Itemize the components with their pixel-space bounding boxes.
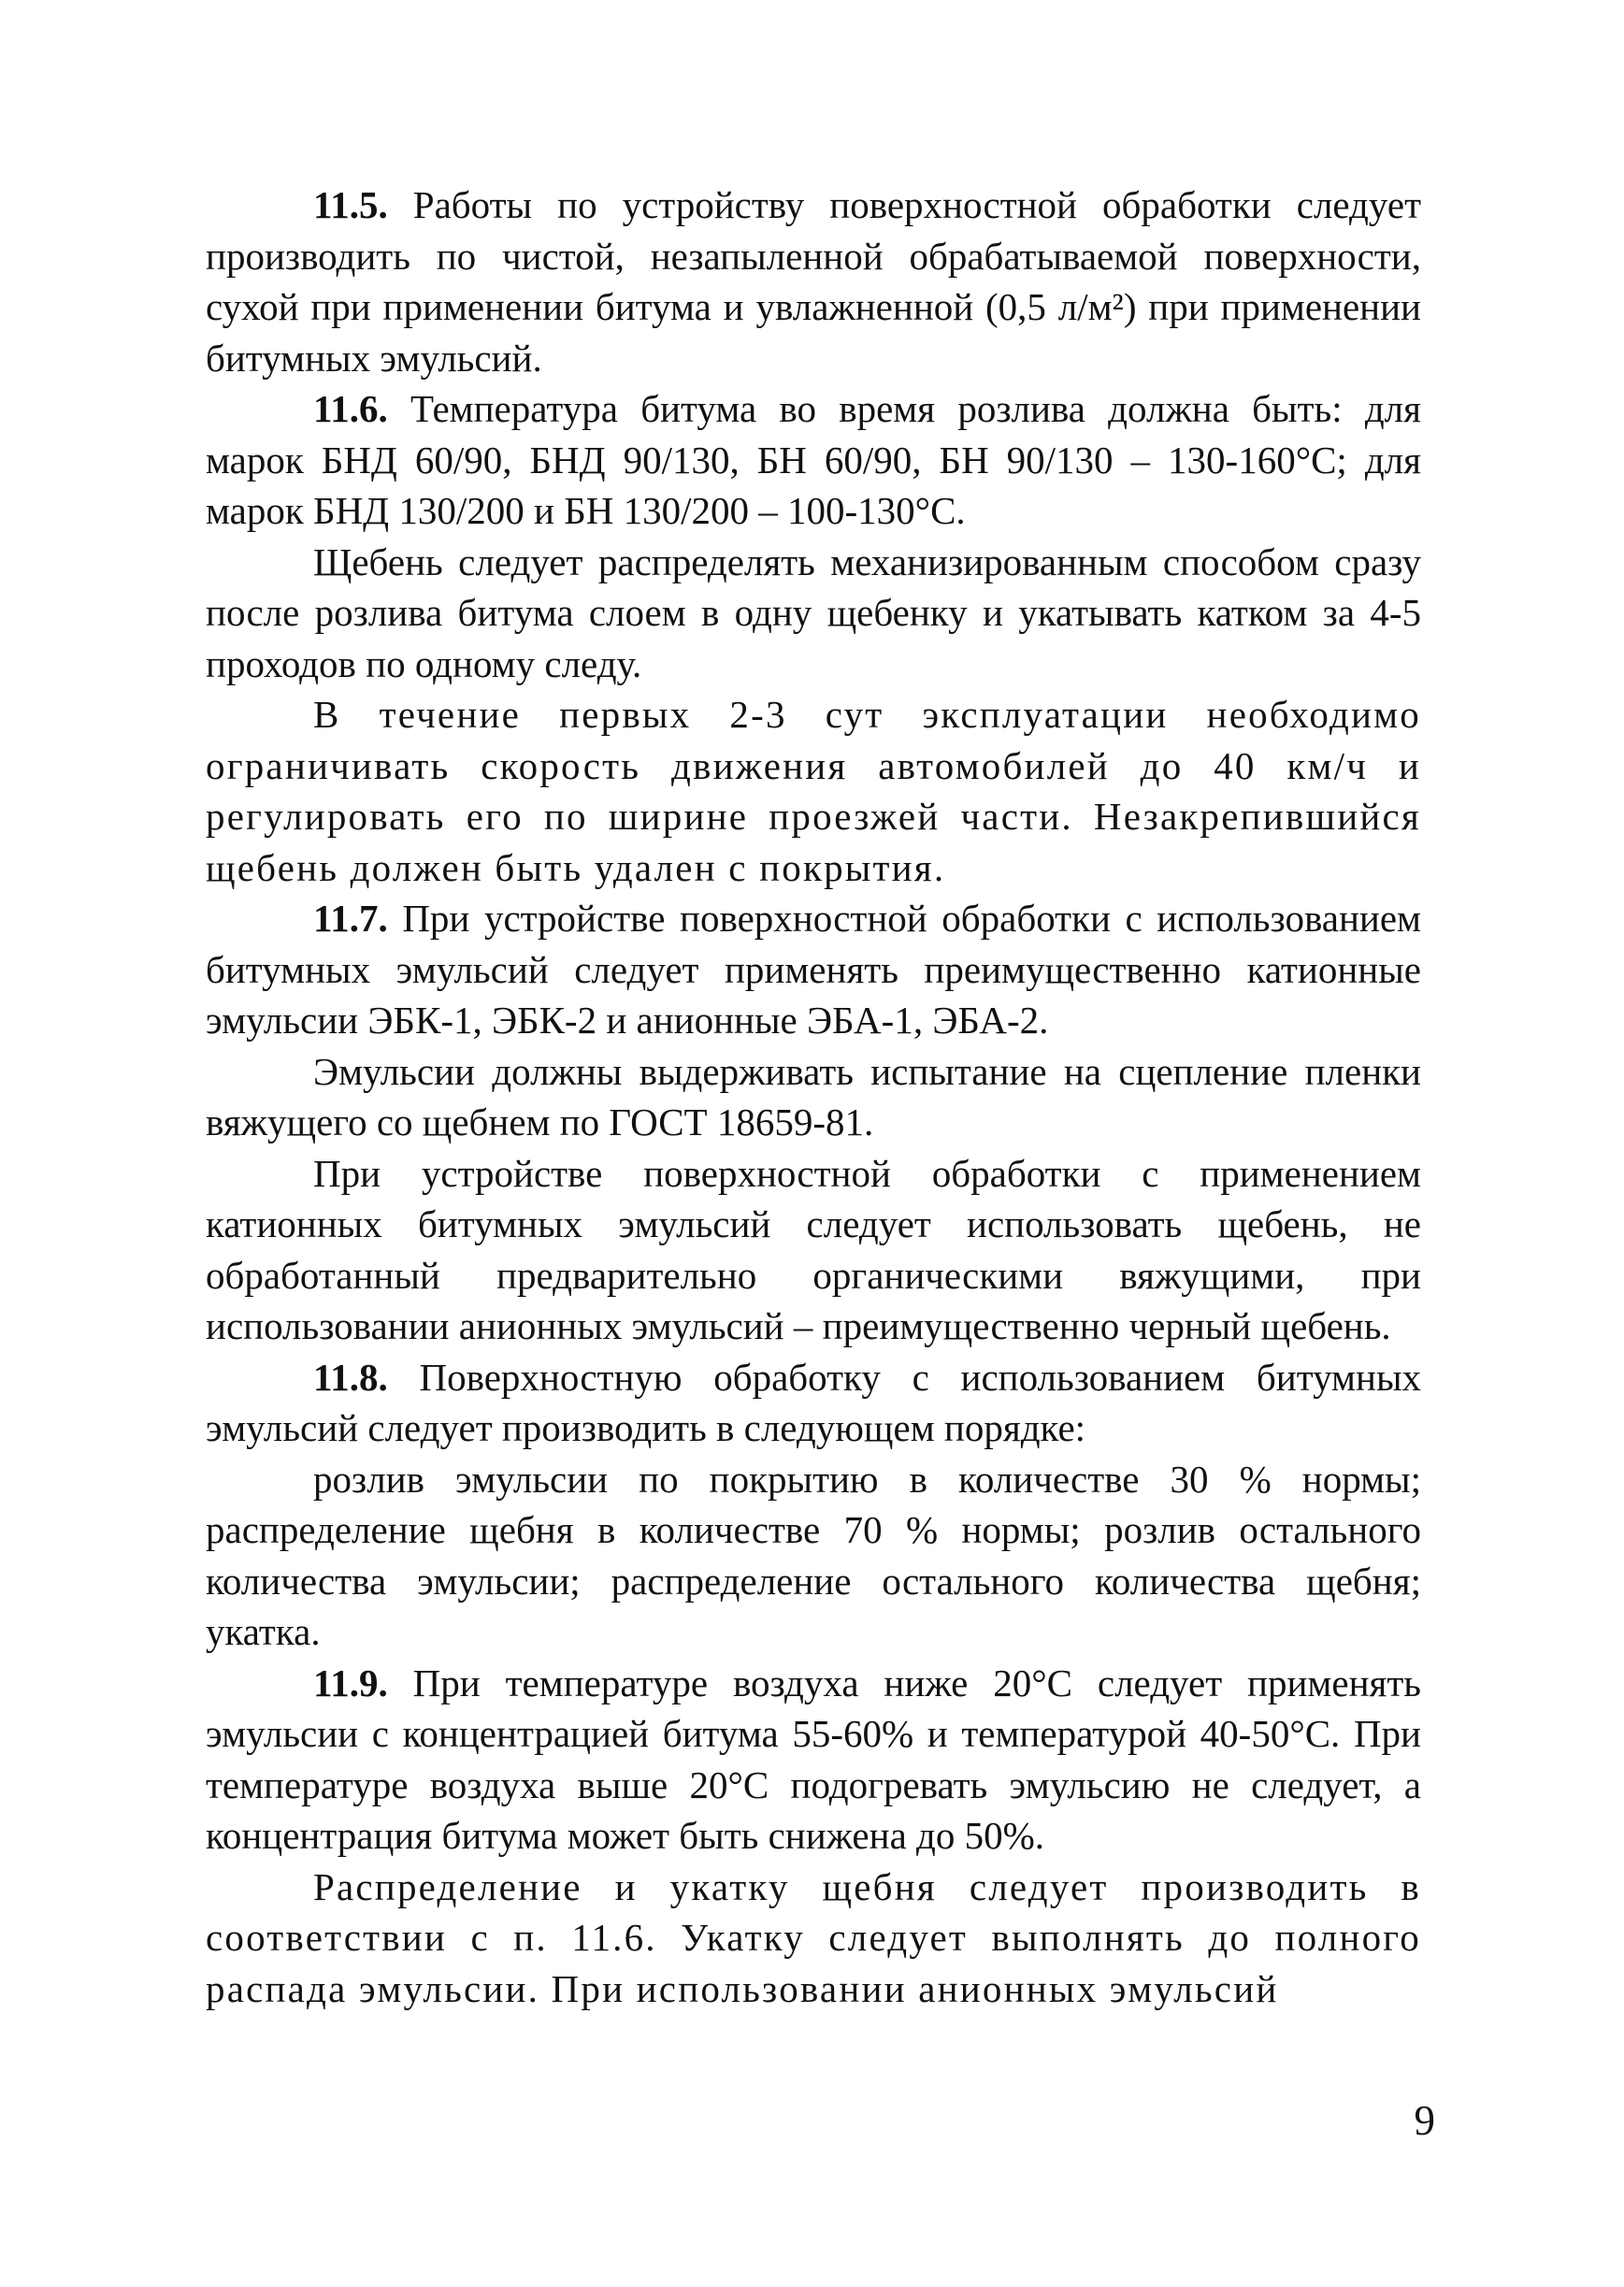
- paragraph-emulsion-adhesion: [206, 1046, 1421, 1148]
- paragraph-11-8: [206, 1352, 1421, 1454]
- paragraph-text: Работы по устройству поверхностной обработки следует производить по чистой, незапыленной обрабатываемой поверхности, сухой при применении битума и увлажненной (0,5 л/м²) при применении битумных эмульсий.: [206, 183, 1421, 380]
- paragraph-text: Щебень следует распределять механизированным способом сразу после розлива битума слоем в одну щебенку и укатывать катком за 4-5 проходов по одному следу.: [206, 539, 1421, 685]
- clause-number: 11.9.: [313, 1661, 388, 1704]
- paragraph-procedure-steps: [206, 1454, 1421, 1658]
- paragraph-text: При устройстве поверхностной обработки с использованием битумных эмульсий следует применять преимущественно катионные эмульсии ЭБК-1, ЭБК-2 и анионные ЭБА-1, ЭБА-2.: [206, 897, 1421, 1042]
- paragraph-11-7: [206, 893, 1421, 1046]
- paragraph-rolling: [206, 1862, 1421, 2015]
- paragraph-11-9: [206, 1658, 1421, 1862]
- paragraph-text: При температуре воздуха ниже 20°С следует применять эмульсии с концентрацией битума 55-60% и температурой 40-50°С. При температуре воздуха выше 20°С подогревать эмульсию не следует, а концентрация битума может быть снижена до 50%.: [206, 1661, 1421, 1857]
- paragraph-text: Эмульсии должны выдерживать испытание на сцепление пленки вяжущего со щебнем по ГОСТ 18659-81.: [206, 1049, 1421, 1144]
- paragraph-text: Поверхностную обработку с использованием битумных эмульсий следует производить в следующем порядке:: [206, 1355, 1421, 1449]
- paragraph-speed-limit: [206, 689, 1421, 893]
- clause-number: 11.6.: [313, 387, 388, 430]
- body-text: [206, 180, 1421, 2014]
- paragraph-text: розлив эмульсии по покрытию в количестве 30 % нормы; распределение щебня в количестве 70 % нормы; розлив остального количества эмульсии; распределение остального количества щебня; укатка.: [206, 1457, 1421, 1653]
- paragraph-cationic-emulsions: [206, 1148, 1421, 1352]
- clause-number: 11.7.: [313, 897, 388, 940]
- paragraph-11-5: [206, 180, 1421, 383]
- paragraph-text: При устройстве поверхностной обработки с применением катионных битумных эмульсий следует использовать щебень, не обработанный предварительно органическими вяжущими, при использовании анионных эмульсий – преимущественно черный щебень.: [206, 1151, 1421, 1347]
- paragraph-text: Распределение и укатку щебня следует производить в соответствии с п. 11.6. Укатку следует выполнять до полного распада эмульсии. При использовании анионных эмульсий: [206, 1864, 1421, 2010]
- paragraph-gravel-distribution: [206, 537, 1421, 690]
- clause-number: 11.5.: [313, 183, 388, 226]
- clause-number: 11.8.: [313, 1355, 388, 1399]
- paragraph-text: Температура битума во время розлива должна быть: для марок БНД 60/90, БНД 90/130, БН 60/90, БН 90/130 – 130-160°С; для марок БНД 130/200 и БН 130/200 – 100-130°С.: [206, 387, 1421, 532]
- paragraph-11-6: [206, 383, 1421, 537]
- page-number: 9: [1414, 2097, 1435, 2144]
- paragraph-text: В течение первых 2-3 сут эксплуатации необходимо ограничивать скорость движения автомобилей до 40 км/ч и регулировать его по ширине проезжей части. Незакрепившийся щебень должен быть удален с покрытия.: [206, 693, 1421, 889]
